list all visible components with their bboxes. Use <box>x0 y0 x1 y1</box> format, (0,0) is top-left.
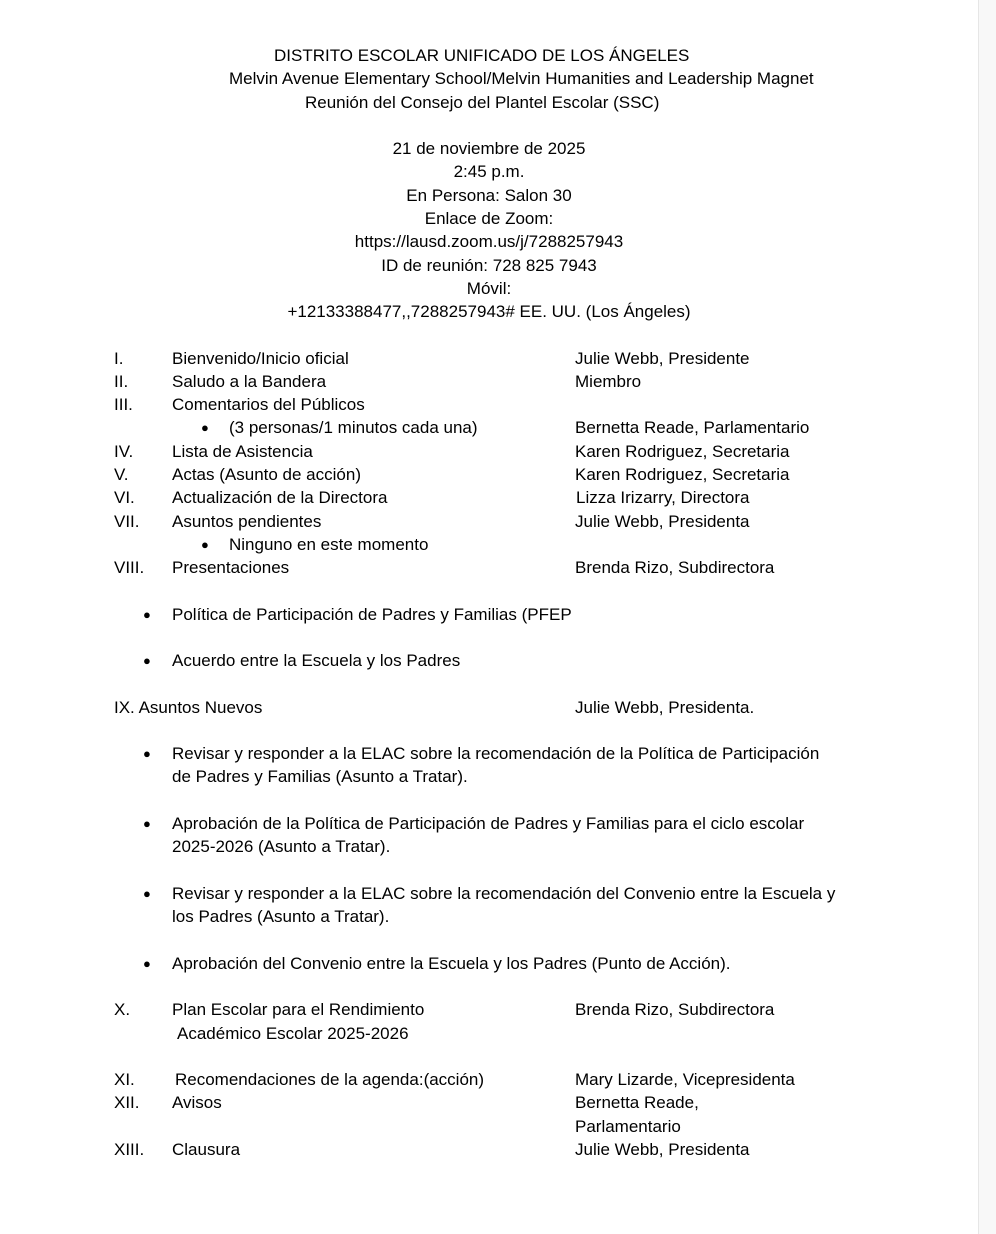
agenda-sub-item: (3 personas/1 minutos cada una) <box>229 418 478 437</box>
district-title: DISTRITO ESCOLAR UNIFICADO DE LOS ÁNGELES <box>274 46 690 65</box>
meeting-time: 2:45 p.m. <box>453 162 525 181</box>
agenda-item-number: XII. <box>114 1093 140 1112</box>
agenda-item-presenter: Mary Lizarde, Vicepresidenta <box>575 1070 795 1089</box>
bullet-icon: ● <box>201 420 209 435</box>
bullet-icon: ● <box>143 956 151 971</box>
new-business-item-line: Aprobación del Convenio entre la Escuela y los Padres (Punto de Acción). <box>172 954 731 973</box>
new-business-item-line: Revisar y responder a la ELAC sobre la recomendación del Convenio entre la Escuela y <box>172 884 836 903</box>
presentation-item: Acuerdo entre la Escuela y los Padres <box>172 651 461 670</box>
bullet-icon: ● <box>143 607 151 622</box>
agenda-item-number: II. <box>114 372 129 391</box>
bullet-icon: ● <box>143 886 151 901</box>
agenda-item-presenter-continued: Parlamentario <box>575 1117 681 1136</box>
agenda-item-title: Avisos <box>172 1093 222 1112</box>
meeting-id: ID de reunión: 728 825 7943 <box>381 256 597 275</box>
agenda-item-presenter: Bernetta Reade, Parlamentario <box>575 418 810 437</box>
agenda-sub-item: Ninguno en este momento <box>229 535 429 554</box>
new-business-item-line: Aprobación de la Política de Participación de Padres y Familias para el ciclo escolar <box>172 814 805 833</box>
new-business-item-line: los Padres (Asunto a Tratar). <box>172 907 390 926</box>
agenda-item-title-continued: Académico Escolar 2025-2026 <box>177 1024 409 1043</box>
agenda-item-number: XI. <box>114 1070 135 1089</box>
mobile-label: Móvil: <box>466 279 512 298</box>
bullet-icon: ● <box>143 746 151 761</box>
mobile-number: +12133388477,,7288257943# EE. UU. (Los Ángeles) <box>287 302 691 321</box>
agenda-item-presenter: Julie Webb, Presidenta. <box>575 698 755 717</box>
agenda-item-presenter: Miembro <box>575 372 642 391</box>
agenda-item-presenter: Julie Webb, Presidenta <box>575 512 750 531</box>
agenda-item-presenter: Brenda Rizo, Subdirectora <box>575 1000 775 1019</box>
agenda-item-number: I. <box>114 349 124 368</box>
agenda-item-number: III. <box>114 395 133 414</box>
school-name: Melvin Avenue Elementary School/Melvin Humanities and Leadership Magnet <box>229 69 814 88</box>
agenda-item-number: VI. <box>114 488 135 507</box>
meeting-date: 21 de noviembre de 2025 <box>392 139 586 158</box>
scrollbar-track[interactable] <box>978 0 996 1234</box>
agenda-item-presenter: Karen Rodriguez, Secretaria <box>575 442 790 461</box>
agenda-item-presenter: Brenda Rizo, Subdirectora <box>575 558 775 577</box>
presentation-item: Política de Participación de Padres y Familias (PFEP <box>172 605 572 624</box>
agenda-item-title: Presentaciones <box>172 558 290 577</box>
agenda-item-title: IX. Asuntos Nuevos <box>114 698 263 717</box>
agenda-item-title: Lista de Asistencia <box>172 442 313 461</box>
zoom-label: Enlace de Zoom: <box>424 209 554 228</box>
agenda-item-presenter: Karen Rodriguez, Secretaria <box>575 465 790 484</box>
agenda-item-title: Recomendaciones de la agenda:(acción) <box>175 1070 485 1089</box>
bullet-icon: ● <box>201 537 209 552</box>
agenda-item-title: Saludo a la Bandera <box>172 372 327 391</box>
agenda-item-number: X. <box>114 1000 131 1019</box>
agenda-item-number: VII. <box>114 512 140 531</box>
bullet-icon: ● <box>143 653 151 668</box>
agenda-item-title: Clausura <box>172 1140 241 1159</box>
meeting-title: Reunión del Consejo del Plantel Escolar (SSC) <box>305 93 660 112</box>
agenda-item-presenter: Lizza Irizarry, Directora <box>576 488 750 507</box>
agenda-item-number: V. <box>114 465 129 484</box>
zoom-link[interactable]: https://lausd.zoom.us/j/7288257943 <box>354 232 624 251</box>
agenda-item-title: Asuntos pendientes <box>172 512 322 531</box>
agenda-item-number: XIII. <box>114 1140 145 1159</box>
agenda-item-title: Bienvenido/Inicio oficial <box>172 349 349 368</box>
bullet-icon: ● <box>143 816 151 831</box>
agenda-item-title: Comentarios del Públicos <box>172 395 365 414</box>
agenda-item-number: VIII. <box>114 558 145 577</box>
agenda-item-title: Plan Escolar para el Rendimiento <box>172 1000 425 1019</box>
new-business-item-line: 2025-2026 (Asunto a Tratar). <box>172 837 391 856</box>
agenda-item-presenter: Bernetta Reade, <box>575 1093 699 1112</box>
new-business-item-line: Revisar y responder a la ELAC sobre la recomendación de la Política de Participación <box>172 744 820 763</box>
agenda-item-title: Actas (Asunto de acción) <box>172 465 361 484</box>
meeting-location: En Persona: Salon 30 <box>406 186 572 205</box>
agenda-item-presenter: Julie Webb, Presidenta <box>575 1140 750 1159</box>
agenda-item-number: IV. <box>114 442 134 461</box>
agenda-item-title: Actualización de la Directora <box>172 488 388 507</box>
new-business-item-line: de Padres y Familias (Asunto a Tratar). <box>172 767 468 786</box>
agenda-item-presenter: Julie Webb, Presidente <box>575 349 750 368</box>
